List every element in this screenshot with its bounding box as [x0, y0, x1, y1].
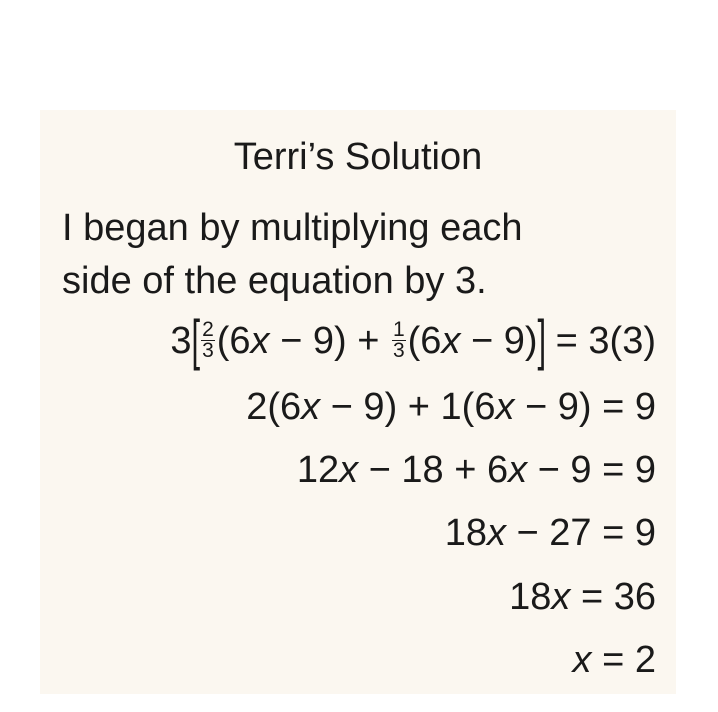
- equation-term: 18: [509, 576, 552, 618]
- equation-term: 12: [296, 449, 340, 491]
- equation-term: − 9) + 1(6: [320, 386, 496, 428]
- equation-lead: 3: [170, 320, 192, 362]
- fraction-denominator: 3: [392, 339, 405, 363]
- equation-rhs: = 3(3): [545, 320, 656, 362]
- variable-x: x: [486, 512, 506, 554]
- right-bracket: ]: [537, 307, 546, 371]
- equation-term: − 9) = 9: [514, 386, 656, 428]
- equation-step-4: [445, 510, 656, 556]
- equation-step-5: [509, 574, 656, 620]
- equation-step-2: [246, 384, 656, 430]
- variable-x: x: [551, 576, 571, 618]
- variable-x: x: [572, 639, 592, 681]
- equation-term: (6: [216, 320, 251, 362]
- equation-term: 18: [444, 512, 487, 554]
- equation-term: − 27 = 9: [505, 512, 656, 554]
- equation-term: = 2: [591, 639, 656, 681]
- fraction-two-thirds: [201, 320, 215, 361]
- equation-term: − 9): [460, 320, 538, 362]
- equation-term: 2(6: [246, 386, 302, 428]
- fraction-numerator: 2: [202, 318, 214, 342]
- equation-term: − 9 = 9: [527, 449, 656, 491]
- variable-x: x: [441, 320, 461, 362]
- fraction-numerator: 1: [392, 318, 405, 342]
- left-bracket: [: [191, 307, 200, 371]
- solution-card: [40, 110, 676, 694]
- equation-term: = 36: [570, 576, 656, 618]
- equation-term: − 9) +: [269, 320, 390, 362]
- variable-x: x: [508, 449, 528, 491]
- variable-x: x: [301, 386, 321, 428]
- variable-x: x: [495, 386, 515, 428]
- variable-x: x: [250, 320, 270, 362]
- equation-term: − 18 + 6: [358, 449, 509, 491]
- solution-intro: [62, 202, 662, 308]
- equation-step-6: [573, 637, 656, 683]
- equation-step-1: [170, 307, 656, 371]
- solution-title: Terri’s Solution: [233, 136, 483, 178]
- fraction-one-third: [392, 320, 406, 361]
- fraction-denominator: 3: [202, 339, 214, 363]
- intro-line-2: side of the equation by 3.: [62, 260, 487, 302]
- equation-step-3: [297, 447, 656, 493]
- equation-term: (6: [407, 320, 442, 362]
- variable-x: x: [339, 449, 359, 491]
- intro-line-1: I began by multiplying each: [62, 207, 523, 249]
